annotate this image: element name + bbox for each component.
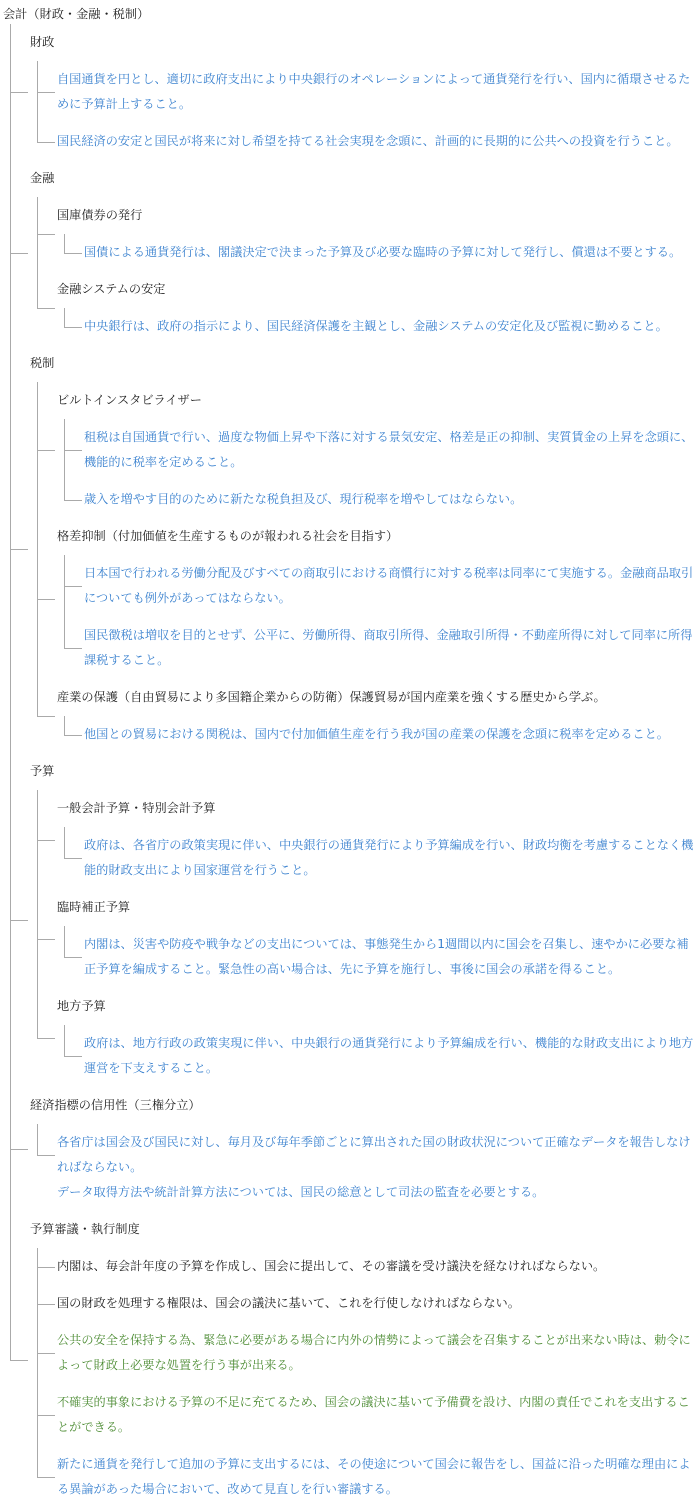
section-heading: 国庫債券の発行 [57, 208, 143, 222]
tree-leaf [64, 716, 700, 753]
tree-leaf [64, 308, 700, 345]
tree-leaf [64, 827, 700, 889]
tree-leaf [37, 1285, 700, 1322]
clause-text: 政府は、地方行政の政策実現に伴い、中央銀行の通貨発行により予算編成を行い、機能的な財政支出により地方運営を下支えすること。 [84, 1036, 694, 1075]
tree-branch [10, 24, 700, 160]
section-heading: 税制 [30, 356, 55, 370]
clause-text: 各省庁は国会及び国民に対し、毎月及び毎年季節ごとに算出された国の財政状況について正確なデータを報告しなければならない。 [57, 1135, 691, 1174]
clause-text: 新たに通貨を発行して追加の予算に支出するには、その使途について国会に報告をし、国益に沿った明確な理由による異論があった場合において、改めて見直しを行い審議する。 [57, 1457, 691, 1496]
tree-level-3 [64, 308, 700, 345]
clause-text: 公共の安全を保持する為、緊急に必要がある場合に内外の情勢によって議会を召集することが出来ない時は、勅令によって財政上必要な処置を行う事が出来る。 [57, 1333, 691, 1372]
clause-text: 不確実的事象における予算の不足に充てるため、国会の議決に基いて予備費を設け、内閣の責任でこれを支出することができる。 [57, 1395, 690, 1434]
tree-branch [37, 382, 700, 518]
clause-text: 国民経済の安定と国民が将来に対し希望を持てる社会実現を念頭に、計画的に長期的に公共への投資を行うこと。 [57, 134, 679, 148]
clause-text: 国の財政を処理する権限は、国会の議決に基いて、これを行使しなければならない。 [57, 1296, 520, 1310]
clause-text: 中央銀行は、政府の指示により、国民経済保護を主観とし、金融システムの安定化及び監視に勤めること。 [84, 319, 668, 333]
section-heading: 金融システムの安定 [57, 282, 166, 296]
tree-branch [37, 988, 700, 1087]
tree-level-3 [64, 926, 700, 988]
section-heading: 産業の保護（自由貿易により多国籍企業からの防衛）保護貿易が国内産業を強くする歴史から学ぶ。 [57, 690, 606, 704]
clause-text: 他国との貿易における関税は、国内で付加価値生産を行う我が国の産業の保護を念頭に税率を定めること。 [84, 727, 669, 741]
tree-branch [10, 753, 700, 1087]
tree-leaf [64, 1025, 700, 1087]
tree-branch [37, 889, 700, 988]
section-heading: 予算 [30, 764, 55, 778]
section-heading: ビルトインスタビライザー [57, 393, 202, 407]
clause-text: 日本国で行われる労働分配及びすべての商取引における商慣行に対する税率は同率にて実施する。金融商品取引についても例外があってはならない。 [84, 566, 694, 605]
clause-text: 自国通貨を円とし、適切に政府支出により中央銀行のオペレーションによって通貨発行を行い、国内に循環させるために予算計上すること。 [57, 72, 691, 111]
section-heading: 臨時補正予算 [57, 900, 131, 914]
tree-level-1 [10, 24, 700, 1508]
clause-text: 政府は、各省庁の政策実現に伴い、中央銀行の通貨発行により予算編成を行い、財政均衡を考慮することなく機能的財政支出により国家運営を行うこと。 [84, 838, 694, 877]
tree-leaf [37, 1248, 700, 1285]
clause-text: 内閣は、災害や防疫や戦争などの支出については、事態発生から1週間以内に国会を召集し、速やかに必要な補正予算を編成すること。緊急性の高い場合は、先に予算を施行し、事後に国会の承諾を得ること。 [84, 937, 689, 976]
tree-level-2 [37, 197, 700, 345]
clause-note: データ取得方法や統計計算方法については、国民の総意として司法の監査を必要とする。 [57, 1185, 545, 1199]
section-heading: 金融 [30, 171, 55, 185]
tree-leaf [64, 617, 700, 679]
tree-leaf [37, 1446, 700, 1508]
tree-branch [10, 1211, 700, 1508]
tree-branch [37, 271, 700, 345]
clause-text: 国民徴税は増収を目的とせず、公平に、労働所得、商取引所得、金融取引所得・不動産所得に対して同率に所得課税すること。 [84, 628, 693, 667]
tree-branch [10, 1087, 700, 1211]
clause-text: 内閣は、毎会計年度の予算を作成し、国会に提出して、その審議を受け議決を経なければならない。 [57, 1259, 606, 1273]
section-heading: 予算審議・執行制度 [30, 1222, 140, 1236]
tree-leaf [64, 481, 700, 518]
tree-level-2 [37, 1124, 700, 1186]
tree-leaf [64, 419, 700, 481]
tree-level-3 [64, 419, 700, 518]
tree-branch [37, 518, 700, 679]
tree-leaf [37, 123, 700, 160]
section-heading: 一般会計予算・特別会計予算 [57, 801, 216, 815]
section-heading: 格差抑制（付加価値を生産するものが報われる社会を目指す） [57, 529, 399, 543]
tree-level-2 [37, 382, 700, 753]
section-heading: 財政 [30, 35, 55, 49]
clause-text: 歳入を増やす目的のために新たな税負担及び、現行税率を増やしてはならない。 [84, 492, 523, 506]
tree-branch [37, 679, 700, 753]
tree-level-3 [64, 234, 700, 271]
tree-level-3 [64, 827, 700, 889]
tree-leaf [37, 61, 700, 123]
section-heading: 地方予算 [57, 999, 106, 1013]
tree-level-2 [37, 1248, 700, 1508]
tree-branch [10, 160, 700, 345]
tree-leaf [37, 1384, 700, 1446]
tree-level-3 [64, 555, 700, 679]
tree-branch [37, 197, 700, 271]
tree-level-2 [37, 790, 700, 1087]
tree-branch [37, 790, 700, 889]
tree-level-2 [37, 61, 700, 160]
tree-leaf [64, 926, 700, 988]
section-heading: 経済指標の信用性（三権分立） [30, 1098, 201, 1112]
clause-text: 租税は自国通貨で行い、過度な物価上昇や下落に対する景気安定、格差是正の抑制、実質賃金の上昇を念頭に、機能的に税率を定めること。 [84, 430, 694, 469]
tree-level-3 [64, 716, 700, 753]
tree-leaf [37, 1124, 700, 1186]
tree-leaf [64, 234, 700, 271]
tree-level-3 [64, 1025, 700, 1087]
tree-body [3, 24, 700, 1508]
root-title: 会計（財政・金融・税制） [3, 7, 150, 21]
clause-text: 国債による通貨発行は、閣議決定で決まった予算及び必要な臨時の予算に対して発行し、償還は不要とする。 [84, 245, 682, 259]
tree-branch [10, 345, 700, 753]
tree-leaf [64, 555, 700, 617]
tree-leaf [37, 1322, 700, 1384]
